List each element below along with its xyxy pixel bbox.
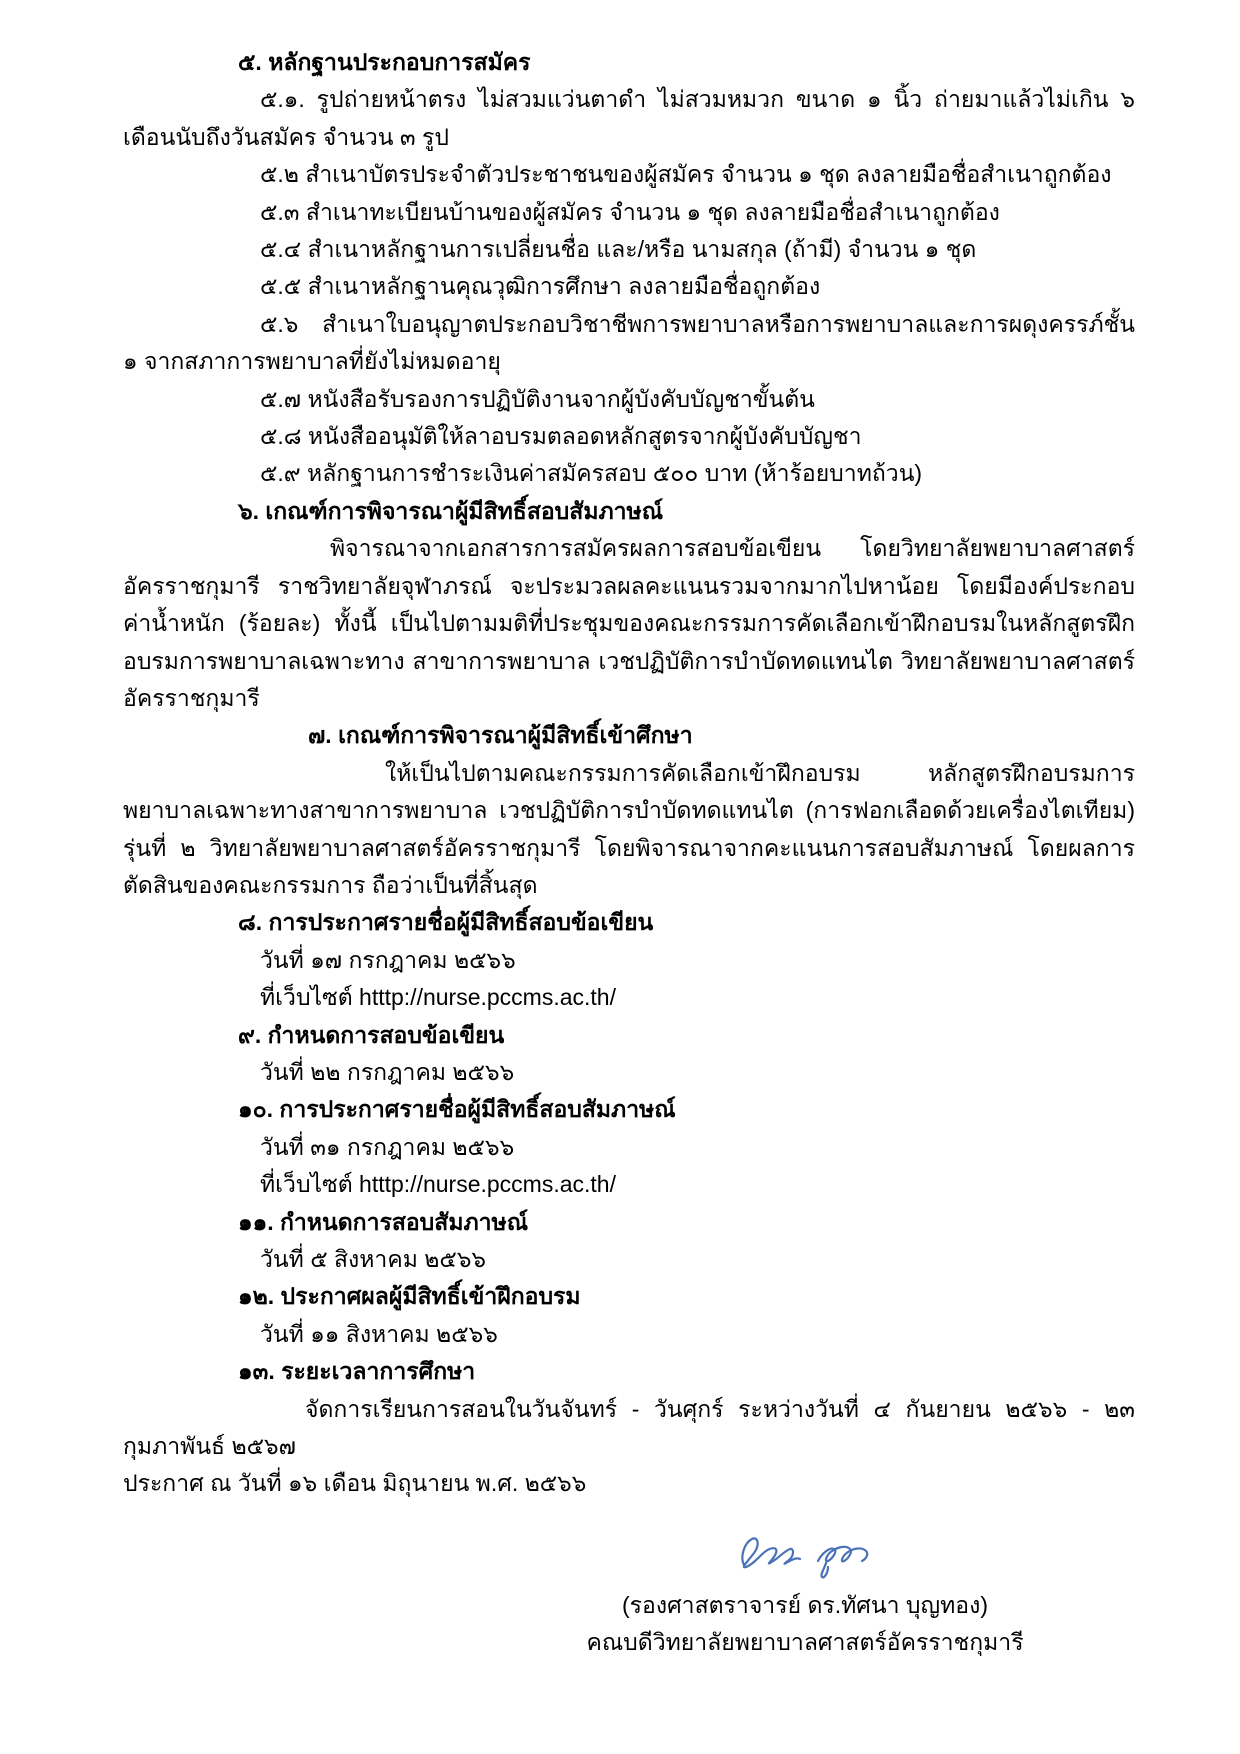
announcement-date-line: ประกาศ ณ วันที่ ๑๖ เดือน มิถุนายน พ.ศ. ๒๕๖๖ <box>123 1470 587 1497</box>
section-5-item-2: ๕.๒ สำเนาบัตรประจำตัวประชาชนของผู้สมัคร จำนวน ๑ ชุด ลงลายมือชื่อสำเนาถูกต้อง <box>260 161 1112 188</box>
section-5-item-9: ๕.๙ หลักฐานการชำระเงินค่าสมัครสอบ ๕๐๐ บาท (ห้าร้อยบาทถ้วน) <box>260 460 923 487</box>
section-11-heading: ๑๑. กำหนดการสอบสัมภาษณ์ <box>238 1208 529 1235</box>
section-12-heading: ๑๒. ประกาศผลผู้มีสิทธิ์เข้าฝึกอบรม <box>238 1283 581 1310</box>
section-10-date: วันที่ ๓๑ กรกฎาคม ๒๕๖๖ <box>260 1133 515 1160</box>
section-6-body: พิจารณาจากเอกสารการสมัครผลการสอบข้อเขียน โดยวิทยาลัยพยาบาลศาสตร์อัครราชกุมารี ราชวิทยาลัยจุฬาภรณ์ จะประมวลผลคะแนนรวมจากมากไปหาน้อย โดยมีองค์ประกอบ ค่าน้ำหนัก (ร้อยละ) ทั้งนี้ เป็นไปตามมติที่ประชุมของคณะกรรมการคัดเลือกเข้าฝึกอบรมในหลักสูตรฝึกอบรมการพยาบาลเฉพาะทาง สาขาการพยาบาล เวชปฏิบัติการบำบัดทดแทนไต วิทยาลัยพยาบาลศาสตร์อัครราชกุมารี <box>123 535 1135 711</box>
section-8-date: วันที่ ๑๗ กรกฎาคม ๒๕๖๖ <box>260 946 516 973</box>
section-7-heading: ๗. เกณฑ์การพิจารณาผู้มีสิทธิ์เข้าศึกษา <box>308 722 693 749</box>
section-5-item-8: ๕.๘ หนังสืออนุมัติให้ลาอบรมตลอดหลักสูตรจากผู้บังคับบัญชา <box>260 423 862 450</box>
section-5-item-6: ๕.๖ สำเนาใบอนุญาตประกอบวิชาชีพการพยาบาลหรือการพยาบาลและการผดุงครรภ์ชั้น ๑ จากสภาการพยาบาลที่ยังไม่หมดอายุ <box>123 310 1135 375</box>
section-9-date: วันที่ ๒๒ กรกฎาคม ๒๕๖๖ <box>260 1058 515 1085</box>
section-13-heading: ๑๓. ระยะเวลาการศึกษา <box>238 1358 476 1385</box>
signature-image <box>730 1529 880 1585</box>
section-5-item-1: ๕.๑. รูปถ่ายหน้าตรง ไม่สวมแว่นตาดำ ไม่สวมหมวก ขนาด ๑ นิ้ว ถ่ายมาแล้วไม่เกิน ๖ เดือนนับถึงวันสมัคร จำนวน ๓ รูป <box>123 86 1135 150</box>
section-5-item-7: ๕.๗ หนังสือรับรองการปฏิบัติงานจากผู้บังคับบัญชาขั้นต้น <box>260 385 815 412</box>
section-6-heading: ๖. เกณฑ์การพิจารณาผู้มีสิทธิ์สอบสัมภาษณ์ <box>238 497 664 524</box>
signature-block <box>575 1529 1035 1662</box>
signatory-title: คณบดีวิทยาลัยพยาบาลศาสตร์อัครราชกุมารี <box>586 1629 1024 1656</box>
section-5-item-3: ๕.๓ สำเนาทะเบียนบ้านของผู้สมัคร จำนวน ๑ ชุด ลงลายมือชื่อสำเนาถูกต้อง <box>260 198 1000 225</box>
section-10-website-line: ที่เว็บไซต์ htttp://nurse.pccms.ac.th/ <box>260 1171 616 1198</box>
signatory-name: (รองศาสตราจารย์ ดร.ทัศนา บุญทอง) <box>622 1591 988 1618</box>
section-13-body: จัดการเรียนการสอนในวันจันทร์ - วันศุกร์ ระหว่างวันที่ ๔ กันยายน ๒๕๖๖ - ๒๓ กุมภาพันธ์ ๒๕๖๗ <box>123 1395 1135 1460</box>
section-10-heading: ๑๐. การประกาศรายชื่อผู้มีสิทธิ์สอบสัมภาษณ์ <box>238 1096 676 1123</box>
section-7-body: ให้เป็นไปตามคณะกรรมการคัดเลือกเข้าฝึกอบรม หลักสูตรฝึกอบรมการพยาบาลเฉพาะทางสาขาการพยาบาล เวชปฏิบัติการบำบัดทดแทนไต (การฟอกเลือดด้วยเครื่องไตเทียม) รุ่นที่ ๒ วิทยาลัยพยาบาลศาสตร์อัครราชกุมารี โดยพิจารณาจากคะแนนการสอบสัมภาษณ์ โดยผลการตัดสินของคณะกรรมการ ถือว่าเป็นที่สิ้นสุด <box>123 759 1135 898</box>
section-12-date: วันที่ ๑๑ สิงหาคม ๒๕๖๖ <box>260 1320 498 1347</box>
section-8-website-line: ที่เว็บไซต์ htttp://nurse.pccms.ac.th/ <box>260 984 616 1011</box>
section-11-date: วันที่ ๕ สิงหาคม ๒๕๖๖ <box>260 1246 487 1272</box>
section-5-item-5: ๕.๕ สำเนาหลักฐานคุณวุฒิการศึกษา ลงลายมือชื่อถูกต้อง <box>260 273 821 300</box>
section-8-heading: ๘. การประกาศรายชื่อผู้มีสิทธิ์สอบข้อเขียน <box>238 909 654 936</box>
section-9-heading: ๙. กำหนดการสอบข้อเขียน <box>238 1021 505 1048</box>
section-5-item-4: ๕.๔ สำเนาหลักฐานการเปลี่ยนชื่อ และ/หรือ นามสกุล (ถ้ามี) จำนวน ๑ ชุด <box>260 236 977 263</box>
section-5-heading: ๕. หลักฐานประกอบการสมัคร <box>238 49 531 75</box>
